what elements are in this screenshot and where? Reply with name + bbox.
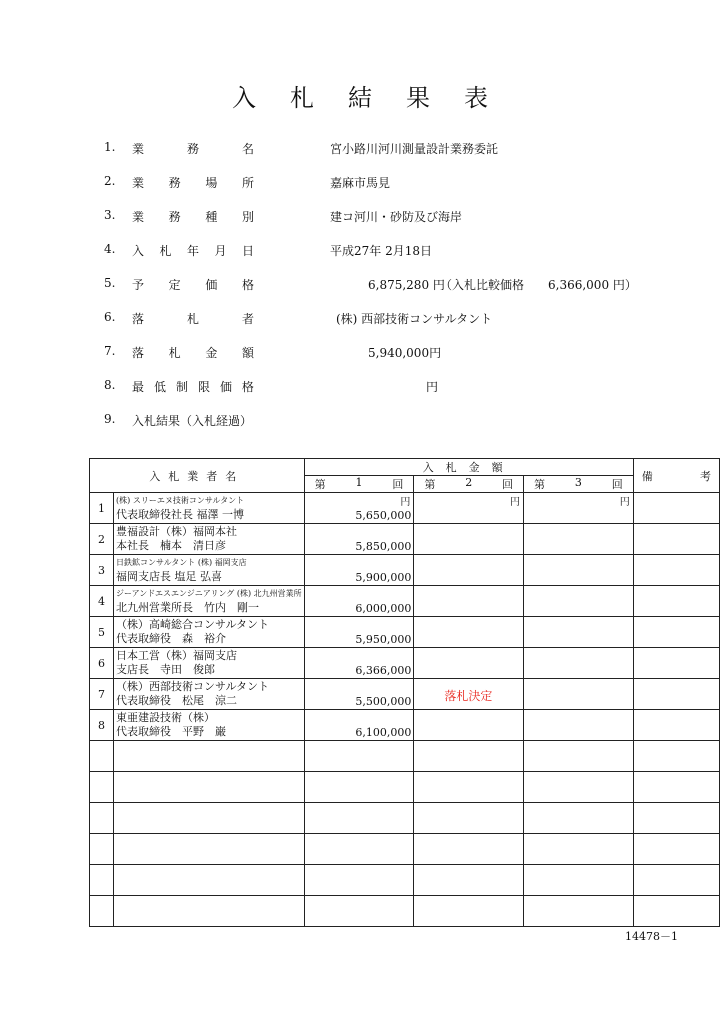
info-item-value: (株) 西部技術コンサルタント: [336, 312, 493, 326]
round-2-amount: [414, 617, 524, 648]
info-item-number: 7.: [104, 344, 116, 358]
info-item-label: 業 務 名: [132, 142, 254, 156]
table-row: [90, 834, 720, 865]
round-1-amount: [304, 865, 414, 896]
info-item: [104, 174, 704, 196]
bidder-name: [114, 896, 305, 927]
bidder-name: 豊福設計（株）福岡本社 本社長 楠本 清日彦: [114, 524, 305, 555]
info-item-number: 2.: [104, 174, 116, 188]
row-number: 5: [90, 617, 114, 648]
row-number: [90, 865, 114, 896]
remarks-cell: [633, 648, 719, 679]
compare-price: （入札比較価格 6,366,000 円）: [440, 278, 637, 292]
info-item-number: 4.: [104, 242, 116, 256]
round-2-amount: [414, 648, 524, 679]
info-item-9: 9. 入札結果（入札経過）: [104, 412, 253, 428]
remarks-cell: [633, 896, 719, 927]
remarks-cell: [633, 710, 719, 741]
table-row: [90, 679, 720, 710]
header-round-1: 第 1 回: [304, 476, 414, 493]
table-row: [90, 896, 720, 927]
row-number: 4: [90, 586, 114, 617]
round-3-amount: [524, 648, 634, 679]
info-item-label: 落 札 者: [132, 312, 254, 326]
row-number: 6: [90, 648, 114, 679]
bidder-name: 日本工営（株）福岡支店 支店長 寺田 俊郎: [114, 648, 305, 679]
round-3-amount: [524, 741, 634, 772]
info-item-value: 6,875,280 円: [368, 278, 445, 292]
bid-amount: 5,850,000: [355, 540, 412, 553]
info-item-number: 3.: [104, 208, 116, 222]
bidder-name: [114, 803, 305, 834]
remarks-cell: [633, 524, 719, 555]
bid-amount: 6,100,000: [355, 726, 412, 739]
info-item-value: 円: [426, 380, 439, 394]
info-item: [104, 208, 704, 230]
round-3-amount: [524, 524, 634, 555]
remarks-cell: [633, 741, 719, 772]
row-number: 8: [90, 710, 114, 741]
info-item-label: 予 定 価 格: [132, 278, 254, 292]
round-1-amount: [304, 617, 414, 648]
round-2-amount: [414, 741, 524, 772]
page-title: 入札結果表: [232, 84, 522, 112]
row-number: [90, 896, 114, 927]
info-item-value: 平成27年 2月18日: [330, 244, 432, 258]
info-item: [104, 310, 704, 332]
row-number: 3: [90, 555, 114, 586]
bidder-name: [114, 741, 305, 772]
info-item-label: 最 低 制 限 価 格: [132, 380, 254, 394]
table-row: [90, 710, 720, 741]
round-1-amount: [304, 803, 414, 834]
round-1-amount: [304, 834, 414, 865]
info-item: [104, 242, 704, 264]
round-3-amount: [524, 772, 634, 803]
round-3-amount: [524, 834, 634, 865]
bidder-name: [114, 772, 305, 803]
round-3-amount: [524, 679, 634, 710]
bid-amount: 5,900,000: [355, 571, 412, 584]
info-item-number: 8.: [104, 378, 116, 392]
round-3-amount: [524, 586, 634, 617]
bidder-name: [114, 865, 305, 896]
row-number: [90, 834, 114, 865]
info-item: [104, 140, 704, 162]
header-round-2: 第 2 回: [414, 476, 524, 493]
remarks-cell: [633, 617, 719, 648]
round-1-amount: [304, 679, 414, 710]
info-item: [104, 344, 704, 366]
round-2-amount: [414, 555, 524, 586]
row-number: [90, 803, 114, 834]
bidder-name: [114, 834, 305, 865]
bid-result-table: [89, 458, 720, 927]
header-bid-amount: 入札金額: [304, 459, 633, 476]
row-number: [90, 772, 114, 803]
info-item: [104, 276, 704, 298]
award-note: 落札決定: [444, 689, 493, 703]
round-1-amount: [304, 524, 414, 555]
round-1-amount: [304, 896, 414, 927]
bid-amount: 5,650,000: [355, 509, 412, 522]
bid-amount: 6,366,000: [355, 664, 412, 677]
round-2-amount: [414, 493, 524, 524]
table-row: [90, 865, 720, 896]
round-1-amount: [304, 710, 414, 741]
bidder-name: (株) スリーエヌ技術コンサルタント 代表取締役社長 福澤 一博: [114, 493, 305, 524]
remarks-cell: [633, 555, 719, 586]
table-row: [90, 493, 720, 524]
info-item-label: 業 務 場 所: [132, 176, 254, 190]
remarks-cell: [633, 493, 719, 524]
info-item-number: 1.: [104, 140, 116, 154]
info-item-value: 建コ河川・砂防及び海岸: [330, 210, 463, 224]
info-item: [104, 378, 704, 400]
yen-unit: 円: [400, 497, 411, 508]
info-item-value: 嘉麻市馬見: [330, 176, 391, 190]
row-number: 1: [90, 493, 114, 524]
remarks-cell: [633, 679, 719, 710]
bid-amount: 6,000,000: [355, 602, 412, 615]
info-item-value: 5,940,000円: [368, 346, 442, 360]
round-1-amount: [304, 555, 414, 586]
info-item-number: 6.: [104, 310, 116, 324]
info-item-value: 宮小路川河川測量設計業務委託: [330, 142, 499, 156]
table-row: [90, 772, 720, 803]
yen-unit: 円: [510, 497, 521, 508]
round-2-amount: [414, 586, 524, 617]
bidder-name: 東亜建設技術（株） 代表取締役 平野 巌: [114, 710, 305, 741]
table-row: [90, 524, 720, 555]
round-3-amount: [524, 896, 634, 927]
bidder-name: ジーアンドエスエンジニアリング (株) 北九州営業所 北九州営業所長 竹内 剛一: [114, 586, 305, 617]
remarks-cell: [633, 865, 719, 896]
row-number: 7: [90, 679, 114, 710]
round-2-amount: [414, 896, 524, 927]
round-1-amount: [304, 493, 414, 524]
table-row: [90, 803, 720, 834]
round-2-amount: [414, 834, 524, 865]
bid-amount: 5,500,000: [355, 695, 412, 708]
info-item-label: 入 札 年 月 日: [132, 244, 254, 258]
remarks-cell: [633, 586, 719, 617]
bidder-name: 日鉄鉱コンサルタント (株) 福岡支店 福岡支店長 塩足 弘喜: [114, 555, 305, 586]
table-row: [90, 648, 720, 679]
round-2-amount: [414, 710, 524, 741]
header-remarks: 備 考: [633, 459, 719, 493]
round-3-amount: [524, 803, 634, 834]
round-3-amount: [524, 493, 634, 524]
table-row: [90, 586, 720, 617]
round-3-amount: [524, 555, 634, 586]
round-2-amount: [414, 524, 524, 555]
round-1-amount: [304, 772, 414, 803]
table-row: [90, 617, 720, 648]
round-2-amount: [414, 772, 524, 803]
round-2-amount: [414, 865, 524, 896]
remarks-cell: [633, 772, 719, 803]
info-item-number: 5.: [104, 276, 116, 290]
row-number: 2: [90, 524, 114, 555]
info-item-label: 落 札 金 額: [132, 346, 254, 360]
round-1-amount: [304, 648, 414, 679]
row-number: [90, 741, 114, 772]
header-round-3: 第 3 回: [524, 476, 634, 493]
round-3-amount: [524, 865, 634, 896]
remarks-cell: [633, 803, 719, 834]
info-item-label: 業 務 種 別: [132, 210, 254, 224]
info-item-label: 入札結果（入札経過）: [132, 414, 253, 428]
round-3-amount: [524, 710, 634, 741]
round-3-amount: [524, 617, 634, 648]
round-2-amount: [414, 803, 524, 834]
round-2-amount: [414, 679, 524, 710]
bidder-name: （株）高崎総合コンサルタント 代表取締役 森 裕介: [114, 617, 305, 648]
yen-unit: 円: [619, 497, 630, 508]
bidder-name: （株）西部技術コンサルタント 代表取締役 松尾 涼二: [114, 679, 305, 710]
page-number: 14478－1: [625, 930, 678, 943]
remarks-cell: [633, 834, 719, 865]
table-row: [90, 555, 720, 586]
round-1-amount: [304, 586, 414, 617]
table-row: [90, 741, 720, 772]
header-bidder-name: 入札業者名: [90, 459, 305, 493]
bid-amount: 5,950,000: [355, 633, 412, 646]
round-1-amount: [304, 741, 414, 772]
